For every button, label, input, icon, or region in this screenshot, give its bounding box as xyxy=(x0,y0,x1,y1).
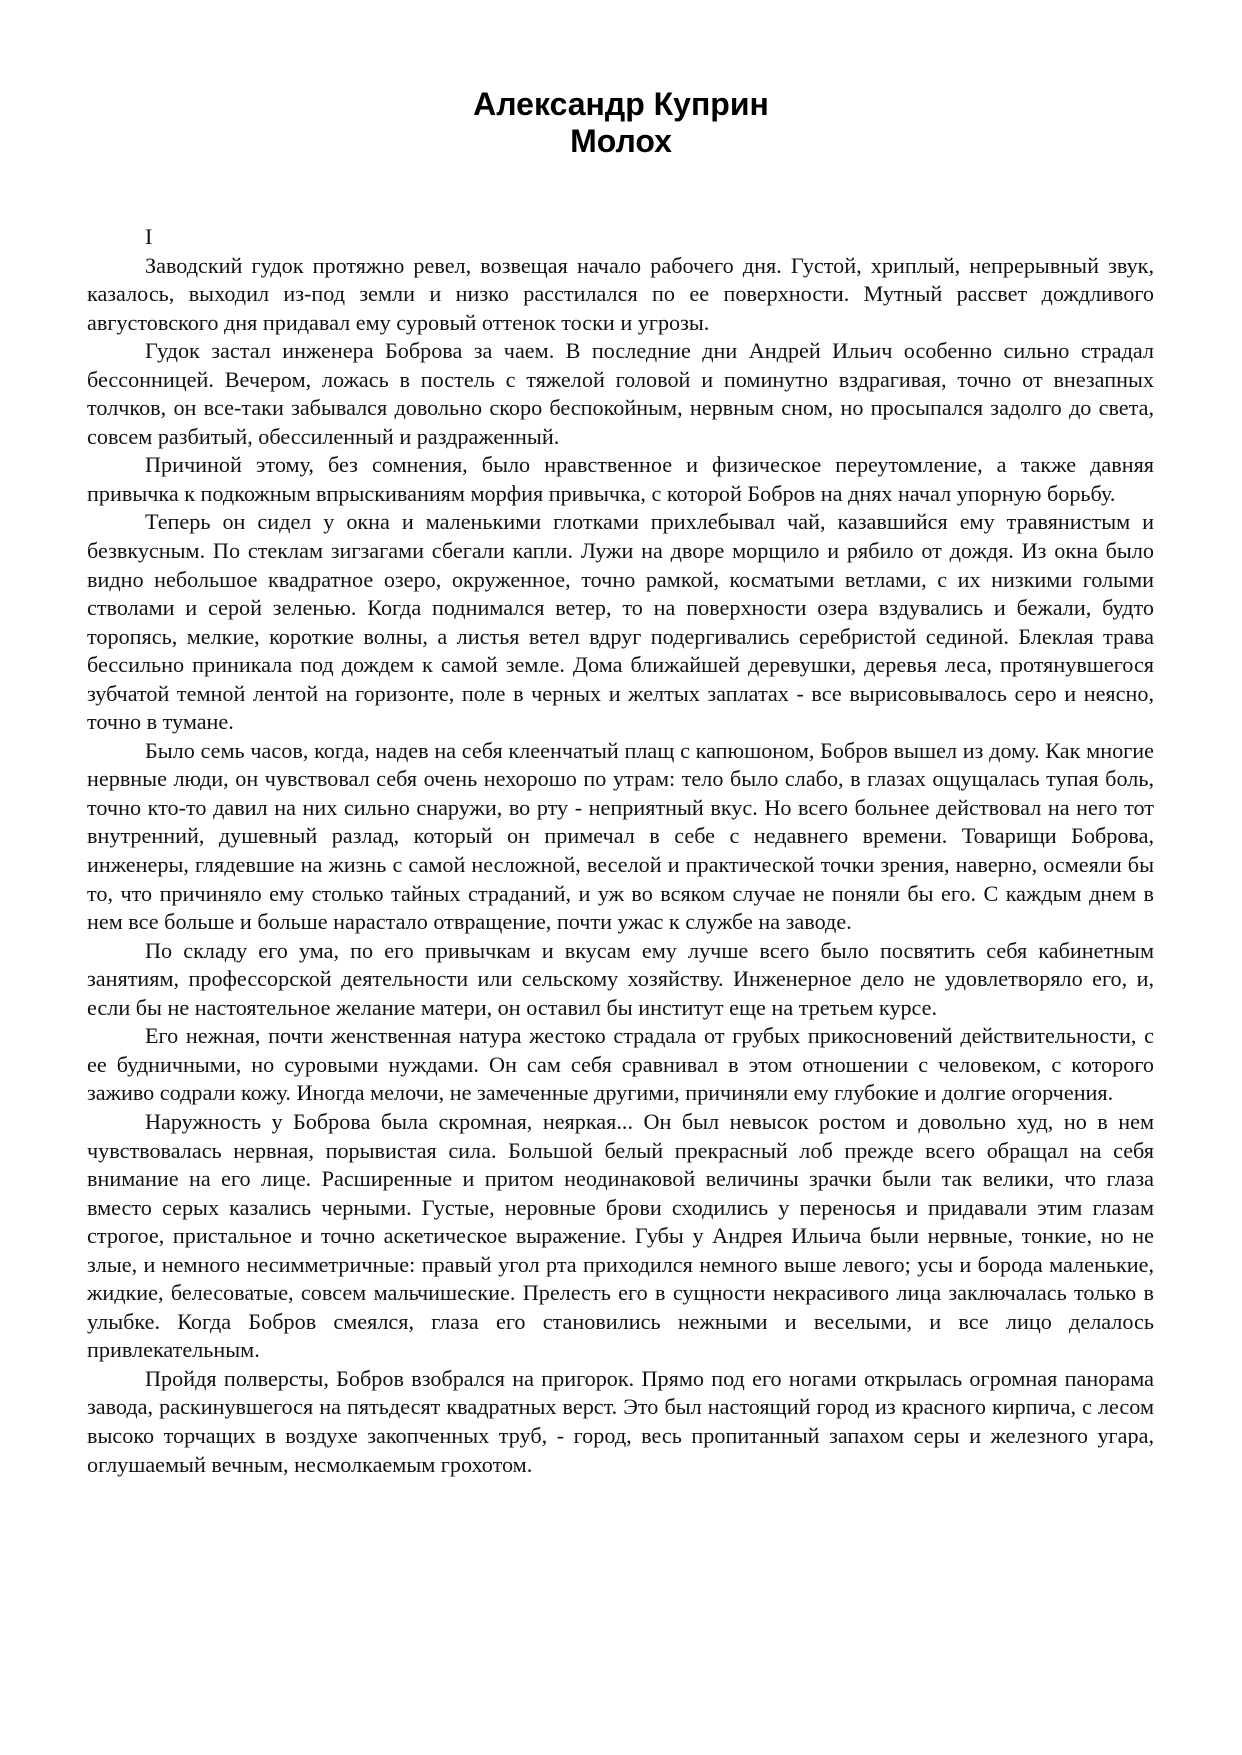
paragraph: Заводский гудок протяжно ревел, возвещая начало рабочего дня. Густой, хриплый, непрерывный звук, казалось, выходил из-под земли и низко расстилался по ее поверхности. Мутный рассвет дождливого августовского дня придавал ему суровый оттенок тоски и угрозы. xyxy=(87,252,1154,335)
paragraph: Пройдя полверсты, Бобров взобрался на пригорок. Прямо под его ногами открылась огромная панорама завода, раскинувшегося на пятьдесят квадратных верст. Это был настоящий город из красного кирпича, с лесом высоко торчащих в воздухе закопченных труб, - город, весь пропитанный запахом серы и железного угара, оглушаемый вечным, несмолкаемым грохотом. xyxy=(87,1365,1154,1477)
chapter-number: I xyxy=(145,224,153,249)
paragraph: По складу его ума, по его привычкам и вкусам ему лучше всего было посвятить себя кабинетным занятиям, профессорской деятельности или сельскому хозяйству. Инженерное дело не удовлетворяло его, и, если бы не настоятельное желание матери, он оставил бы институт еще на третьем курсе. xyxy=(87,937,1154,1020)
paragraph: Было семь часов, когда, надев на себя клеенчатый плащ с капюшоном, Бобров вышел из дому. Как многие нервные люди, он чувствовал себя очень нехорошо по утрам: тело было слабо, в глазах ощущалась тупая боль, точно кто-то давил на них сильно снаружи, во рту - неприятный вкус. Но всего больнее действовал на него тот внутренний, душевный разлад, который он примечал в себе с недавнего времени. Товарищи Боброва, инженеры, глядевшие на жизнь с самой несложной, веселой и практической точки зрения, наверно, осмеяли бы то, что причиняло ему столько тайных страданий, и уж во всяком случае не поняли бы его. С каждым днем в нем все больше и больше нарастало отвращение, почти ужас к службе на заводе. xyxy=(87,737,1154,935)
paragraph: Его нежная, почти женственная натура жестоко страдала от грубых прикосновений действительности, с ее будничными, но суровыми нуждами. Он сам себя сравнивал в этом отношении с человеком, с которого заживо содрали кожу. Иногда мелочи, не замеченные другими, причиняли ему глубокие и долгие огорчения. xyxy=(87,1023,1154,1106)
paragraph: Причиной этому, без сомнения, было нравственное и физическое переутомление, а также давняя привычка к подкожным впрыскиваниям морфия привычка, с которой Бобров на днях начал упорную борьбу. xyxy=(87,452,1154,506)
book-title: Молох xyxy=(570,123,672,159)
author-name: Александр Куприн xyxy=(473,86,769,122)
paragraph: Наружность у Боброва была скромная, неяркая... Он был невысок ростом и довольно худ, но в нем чувствовалась нервная, порывистая сила. Большой белый прекрасный лоб прежде всего обращал на себя внимание на его лице. Расширенные и притом неодинаковой величины зрачки были так велики, что глаза вместо серых казались черными. Густые, неровные брови сходились у переносья и придавали этим глазам строгое, пристальное и точно аскетическое выражение. Губы у Андрея Ильича были нервные, тонкие, но не злые, и немного несимметричные: правый угол рта приходился немного выше левого; усы и борода маленькие, жидкие, белесоватые, совсем мальчишеские. Прелесть его в сущности некрасивого лица заключалась только в улыбке. Когда Бобров смеялся, глаза его становились нежными и веселыми, и все лицо делалось привлекательным. xyxy=(87,1108,1154,1363)
paragraph: Гудок застал инженера Боброва за чаем. В последние дни Андрей Ильич особенно сильно страдал бессонницей. Вечером, ложась в постель с тяжелой головой и поминутно вздрагивая, точно от внезапных толчков, он все-таки забывался довольно скоро беспокойным, нервным сном, но просыпался задолго до света, совсем разбитый, обессиленный и раздраженный. xyxy=(87,338,1154,449)
title-block xyxy=(0,86,1242,160)
paragraph: Теперь он сидел у окна и маленькими глотками прихлебывал чай, казавшийся ему травянистым и безвкусным. По стеклам зигзагами сбегали капли. Лужи на дворе морщило и рябило от дождя. Из окна было видно небольшое квадратное озеро, окруженное, точно рамкой, косматыми ветлами, с их низкими голыми стволами и серой зеленью. Когда поднимался ветер, то на поверхности озера вздувались и бежали, будто торопясь, мелкие, короткие волны, а листья ветел вдруг подергивались серебристой сединой. Блеклая трава бессильно приникала под дождем к самой земле. Дома ближайшей деревушки, деревья леса, протянувшегося зубчатой темной лентой на горизонте, поле в черных и желтых заплатах - все вырисовывалось серо и неясно, точно в тумане. xyxy=(87,509,1154,735)
text-body xyxy=(87,223,1154,1479)
